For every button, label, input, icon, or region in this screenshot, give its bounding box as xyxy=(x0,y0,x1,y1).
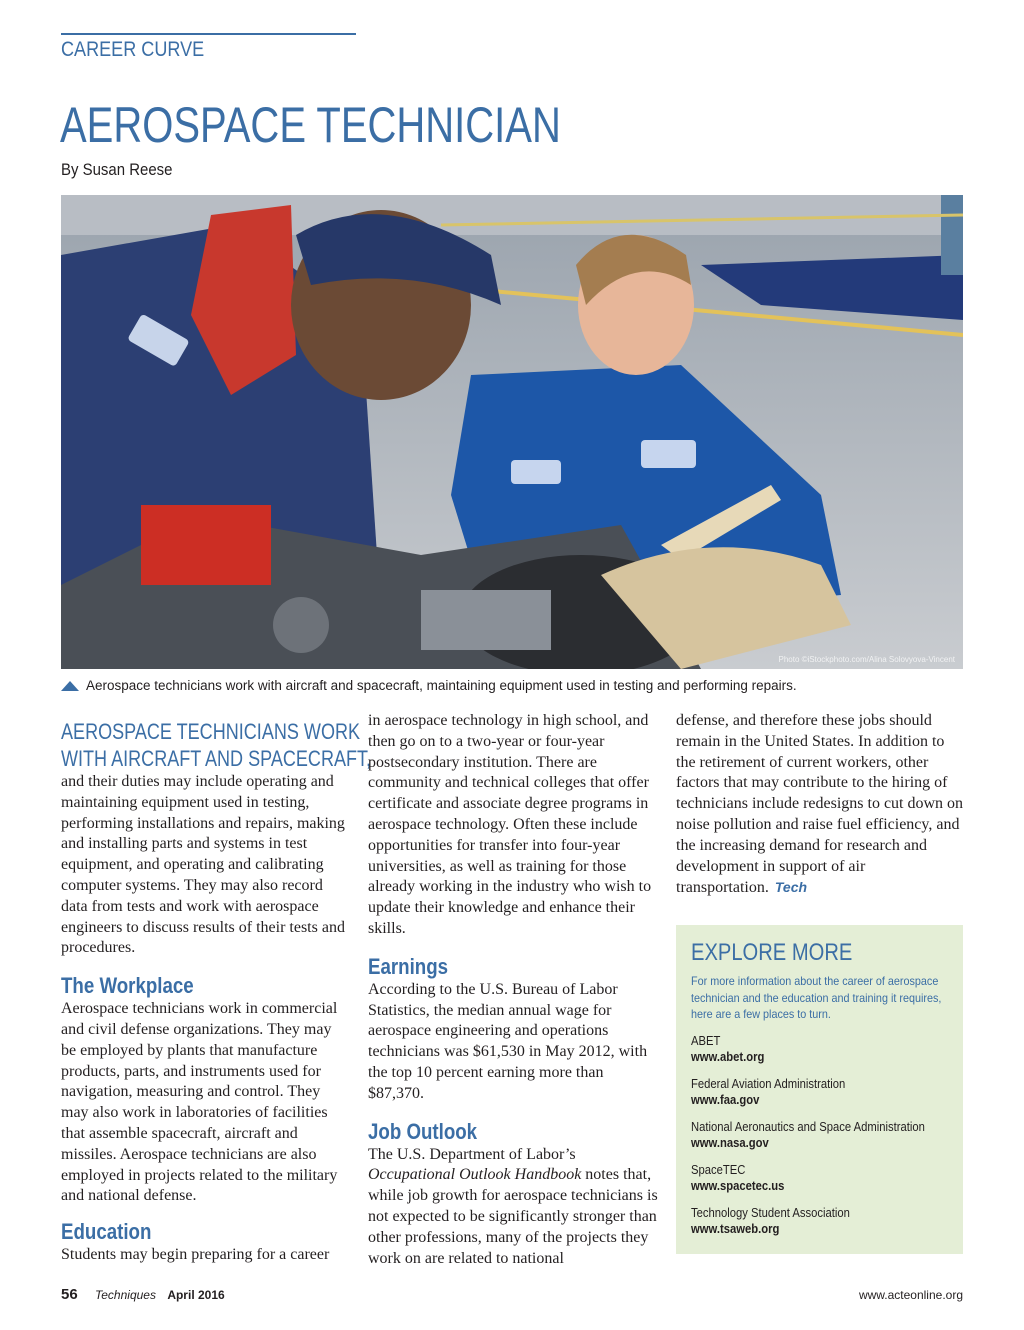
photo-caption xyxy=(61,678,963,693)
sidebar-intro: For more information about the career of aerospace technician and the education and training it requires, here are a few places to turn. xyxy=(691,974,942,1021)
job-outlook-paragraph xyxy=(368,1145,658,1270)
education-paragraph-start: Students may begin preparing for a career xyxy=(61,1246,330,1264)
resource-link[interactable]: www.tsaweb.org xyxy=(691,1222,780,1236)
resource-link[interactable]: www.abet.org xyxy=(691,1050,765,1064)
tech-end-mark: Tech xyxy=(774,879,808,896)
technicians-photo-illustration xyxy=(61,195,963,669)
education-paragraph-continued: in aerospace technology in high school, and then go on to a two-year or four-year postsecondary institution. There are community and technical colleges that offer certificate and associate degree programs in aerospace technology. Often these include opportunities for transfer into four-year universities, as well as training for those already working in the industry who wish to update their knowledge and enhance their skills. xyxy=(368,712,652,937)
resource-name: ABET xyxy=(691,1033,721,1048)
resource-link[interactable]: www.faa.gov xyxy=(691,1093,760,1107)
earnings-heading: Earnings xyxy=(368,953,449,979)
page-number: 56 xyxy=(61,1286,78,1303)
explore-more-sidebar xyxy=(676,925,963,1254)
outlook-text: notes that, while job growth for aerospace technicians is not expected to be significantly stronger than other professions, many of the projects they work on are related to national xyxy=(368,1166,658,1267)
section-label: CAREER CURVE xyxy=(61,38,205,61)
caption-text: Aerospace technicians work with aircraft and spacecraft, maintaining equipment used in testing and performing repairs. xyxy=(86,678,797,693)
triangle-up-icon xyxy=(61,681,79,691)
resource-link[interactable]: www.spacetec.us xyxy=(691,1179,785,1193)
job-outlook-paragraph-continued xyxy=(676,711,966,899)
resource-link[interactable]: www.nasa.gov xyxy=(691,1136,769,1150)
workplace-heading: The Workplace xyxy=(61,973,194,999)
issue-date: April 2016 xyxy=(167,1288,225,1302)
resource-name: SpaceTEC xyxy=(691,1162,746,1177)
photo-credit: Photo ©iStockphoto.com/Alina Solovyova-Vincent xyxy=(778,655,955,664)
resource-item xyxy=(691,1033,952,1066)
resource-name: Technology Student Association xyxy=(691,1205,850,1220)
resource-item xyxy=(691,1162,952,1195)
page-footer xyxy=(61,1286,963,1303)
education-heading: Education xyxy=(61,1219,152,1245)
website-link[interactable]: www.acteonline.org xyxy=(858,1288,963,1302)
article-column-1 xyxy=(61,718,372,1266)
lead-line-1: AEROSPACE TECHNICIANS WORK xyxy=(61,719,361,744)
resource-name: Federal Aviation Administration xyxy=(691,1076,846,1091)
resource-item xyxy=(691,1076,952,1109)
byline: By Susan Reese xyxy=(61,160,173,179)
resource-item xyxy=(691,1205,952,1238)
intro-paragraph: and their duties may include operating and maintaining equipment used in testing, performing installations and repairs, making and installing parts and systems in test equipment, and operating and calibrating computer systems. They may also record data from tests and work with aerospace engineers to discuss results of their tests and procedures. xyxy=(61,773,345,957)
job-outlook-heading: Job Outlook xyxy=(368,1118,478,1144)
handbook-title: Occupational Outlook Handbook xyxy=(368,1166,582,1184)
sidebar-title: EXPLORE MORE xyxy=(691,939,853,966)
article-column-2 xyxy=(368,711,658,1269)
lead-line-2: WITH AIRCRAFT AND SPACECRAFT, xyxy=(61,746,372,771)
section-rule xyxy=(61,33,356,35)
resource-item xyxy=(691,1119,952,1152)
page-title: AEROSPACE TECHNICIAN xyxy=(60,97,561,153)
earnings-paragraph: According to the U.S. Bureau of Labor Statistics, the median annual wage for aerospace engineering and operations technicians was $61,530 in May 2012, with the top 10 percent earning more than $87,370. xyxy=(368,980,648,1102)
outlook-text-continued: defense, and therefore these jobs should remain in the United States. In addition to the retirement of current workers, other factors that may contribute to the hiring of technicians include redesigns to cut down on noise pollution and raise fuel efficiency, and the increasing demand for research and development in support of air transportation. xyxy=(676,712,964,897)
workplace-paragraph: Aerospace technicians work in commercial and civil defense organizations. They may be employed by plants that manufacture products, parts, and instruments used for navigation, measuring and control. They may also work in laboratories of facilities that assemble spacecraft, aircraft and missiles. Aerospace technicians are also employed in projects related to the military and national defense. xyxy=(61,1000,338,1205)
article-column-3 xyxy=(676,711,966,899)
resource-name: National Aeronautics and Space Administration xyxy=(691,1119,925,1134)
hero-photo xyxy=(61,195,963,669)
magazine-name: Techniques xyxy=(95,1288,156,1302)
outlook-prefix: The U.S. Department of Labor’s xyxy=(368,1145,576,1163)
